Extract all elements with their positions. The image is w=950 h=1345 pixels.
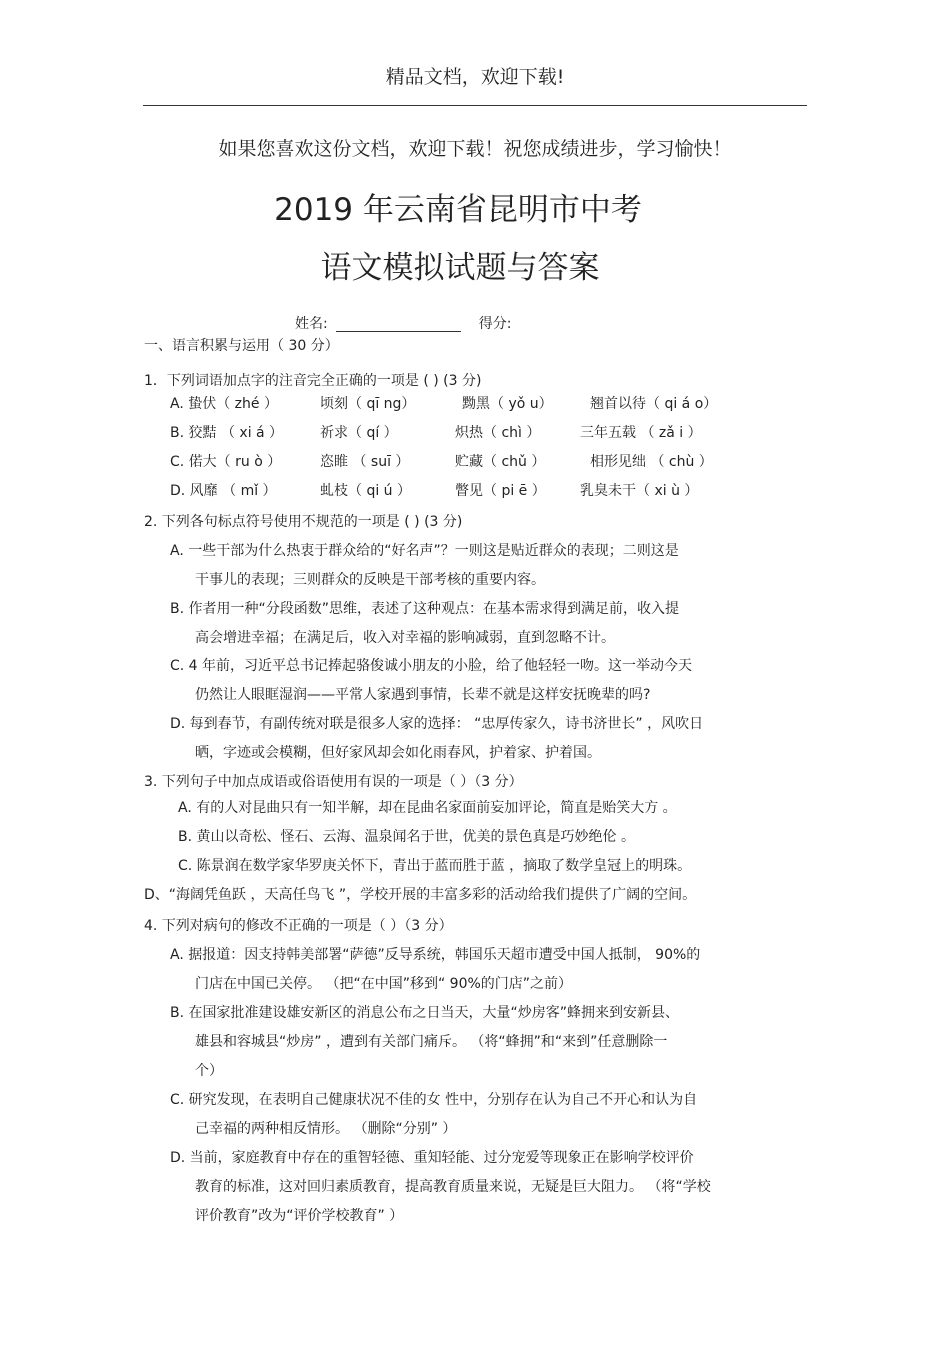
q2-option-a: A. 一些干部为什么热衷于群众给的“好名声”？一则这是贴近群众的表现；二则这是 xyxy=(170,543,679,559)
q2-option-b-cont: 高会增进幸福；在满足后，收入对幸福的影响减弱，直到忽略不计。 xyxy=(195,630,615,646)
q4-option-b: B. 在国家批准建设雄安新区的消息公布之日当天，大量“炒房客”蜂拥来到安新县、 xyxy=(170,1005,680,1021)
q2-option-b: B. 作者用一种“分段函数”思维，表述了这种观点：在基本需求得到满足前，收入提 xyxy=(170,601,680,617)
q1-option-b4: 三年五载 （ zǎ i ） xyxy=(580,425,702,441)
q1-option-d3: 瞥见（ pi ē ） xyxy=(455,483,546,499)
page-header: 精品文档，欢迎下载! xyxy=(385,66,565,88)
q1-option-a2: 顷刻（ qī ng） xyxy=(320,396,416,412)
document-subtitle: 语文模拟试题与答案 xyxy=(320,250,600,286)
name-score-line xyxy=(295,313,511,333)
q4-option-a-cont: 门店在中国已关停。 （把“在中国”移到“ 90%的门店”之前） xyxy=(195,976,573,992)
q1-option-b2: 祈求（ qí ） xyxy=(320,425,398,441)
section-heading: 一、语言积累与运用（ 30 分） xyxy=(144,338,339,354)
q4-option-b-cont2: 个） xyxy=(195,1063,223,1079)
q3-stem: 3. 下列句子中加点成语或俗语使用有误的一项是（ ）（3 分） xyxy=(144,774,523,790)
q2-option-d: D. 每到春节，有副传统对联是很多人家的选择： “忠厚传家久，诗书济世长” ，风吹日 xyxy=(170,716,704,732)
q4-option-c-cont: 己幸福的两种相反情形。 （删除“分别” ） xyxy=(195,1121,457,1137)
q4-option-d: D. 当前，家庭教育中存在的重智轻德、重知轻能、过分宠爱等现象正在影响学校评价 xyxy=(170,1150,694,1166)
q1-option-a1: A. 蛰伏（ zhé ） xyxy=(170,396,278,412)
q2-stem: 2. 下列各句标点符号使用不规范的一项是 ( ) (3 分) xyxy=(144,514,463,530)
q2-option-c-cont: 仍然让人眼眶湿润——平常人家遇到事情，长辈不就是这样安抚晚辈的吗? xyxy=(195,687,651,703)
q1-option-c3: 贮藏（ chǔ ） xyxy=(455,454,546,470)
score-label: 得分: xyxy=(478,316,512,332)
q1-option-c4: 相形见绌 （ chù ） xyxy=(590,454,713,470)
q1-option-d4: 乳臭未干（ xi ù ） xyxy=(580,483,699,499)
q2-option-a-cont: 干事儿的表现；三则群众的反映是干部考核的重要内容。 xyxy=(195,572,545,588)
q1-option-b3: 炽热（ chì ） xyxy=(455,425,541,441)
q4-option-b-cont: 雄县和容城县“炒房” ，遭到有关部门痛斥。 （将“蜂拥”和“来到”任意删除一 xyxy=(195,1034,668,1050)
q1-option-a3: 黝黑（ yǒ u） xyxy=(462,396,553,412)
q4-option-d-cont2: 评价教育”改为“评价学校教育” ） xyxy=(195,1208,404,1224)
q3-option-d: D、“海阔凭鱼跃 ，天高任鸟飞 ”，学校开展的丰富多彩的活动给我们提供了广阔的空间。 xyxy=(144,887,697,903)
q1-option-d1: D. 风靡 （ mǐ ） xyxy=(170,483,277,499)
q2-option-c: C. 4 年前，习近平总书记捧起骆俊诚小朋友的小脸，给了他轻轻一吻。这一举动今天 xyxy=(170,658,693,674)
header-divider xyxy=(143,105,807,106)
q1-option-a4: 翘首以待（ qi á o） xyxy=(590,396,718,412)
name-blank[interactable] xyxy=(336,317,461,332)
q1-option-d2: 虬枝（ qi ú ） xyxy=(320,483,411,499)
q1-option-b1: B. 狡黠 （ xi á ） xyxy=(170,425,284,441)
document-title: 2019 年云南省昆明市中考 xyxy=(274,192,642,228)
name-label: 姓名: xyxy=(295,316,328,332)
q3-option-a: A. 有的人对昆曲只有一知半解，却在昆曲名家面前妄加评论，简直是贻笑大方 。 xyxy=(178,800,677,816)
q1-option-c2: 恣睢 （ suī ） xyxy=(320,454,410,470)
q1-stem: 1．下列词语加点字的注音完全正确的一项是 ( ) (3 分) xyxy=(144,373,482,389)
q1-option-c1: C. 偌大（ ru ò ） xyxy=(170,454,282,470)
greeting-line: 如果您喜欢这份文档，欢迎下载！祝您成绩进步，学习愉快！ xyxy=(218,138,732,160)
q3-option-b: B. 黄山以奇松、怪石、云海、温泉闻名于世，优美的景色真是巧妙绝伦 。 xyxy=(178,829,635,845)
q4-option-a: A. 据报道：因支持韩美部署“萨德”反导系统，韩国乐天超市遭受中国人抵制， 90%的 xyxy=(170,947,701,963)
q4-option-c: C. 研究发现，在表明自己健康状况不佳的女 性中，分别存在认为自己不开心和认为自 xyxy=(170,1092,698,1108)
q4-stem: 4. 下列对病句的修改不正确的一项是（ ）（3 分） xyxy=(144,918,453,934)
q3-option-c: C. 陈景润在数学家华罗庚关怀下，青出于蓝而胜于蓝 ，摘取了数学皇冠上的明珠。 xyxy=(178,858,692,874)
q4-option-d-cont: 教育的标准，这对回归素质教育，提高教育质量来说，无疑是巨大阻力。 （将“学校 xyxy=(195,1179,711,1195)
q2-option-d-cont: 晒，字迹或会模糊，但好家风却会如化雨春风，护着家、护着国。 xyxy=(195,745,601,761)
